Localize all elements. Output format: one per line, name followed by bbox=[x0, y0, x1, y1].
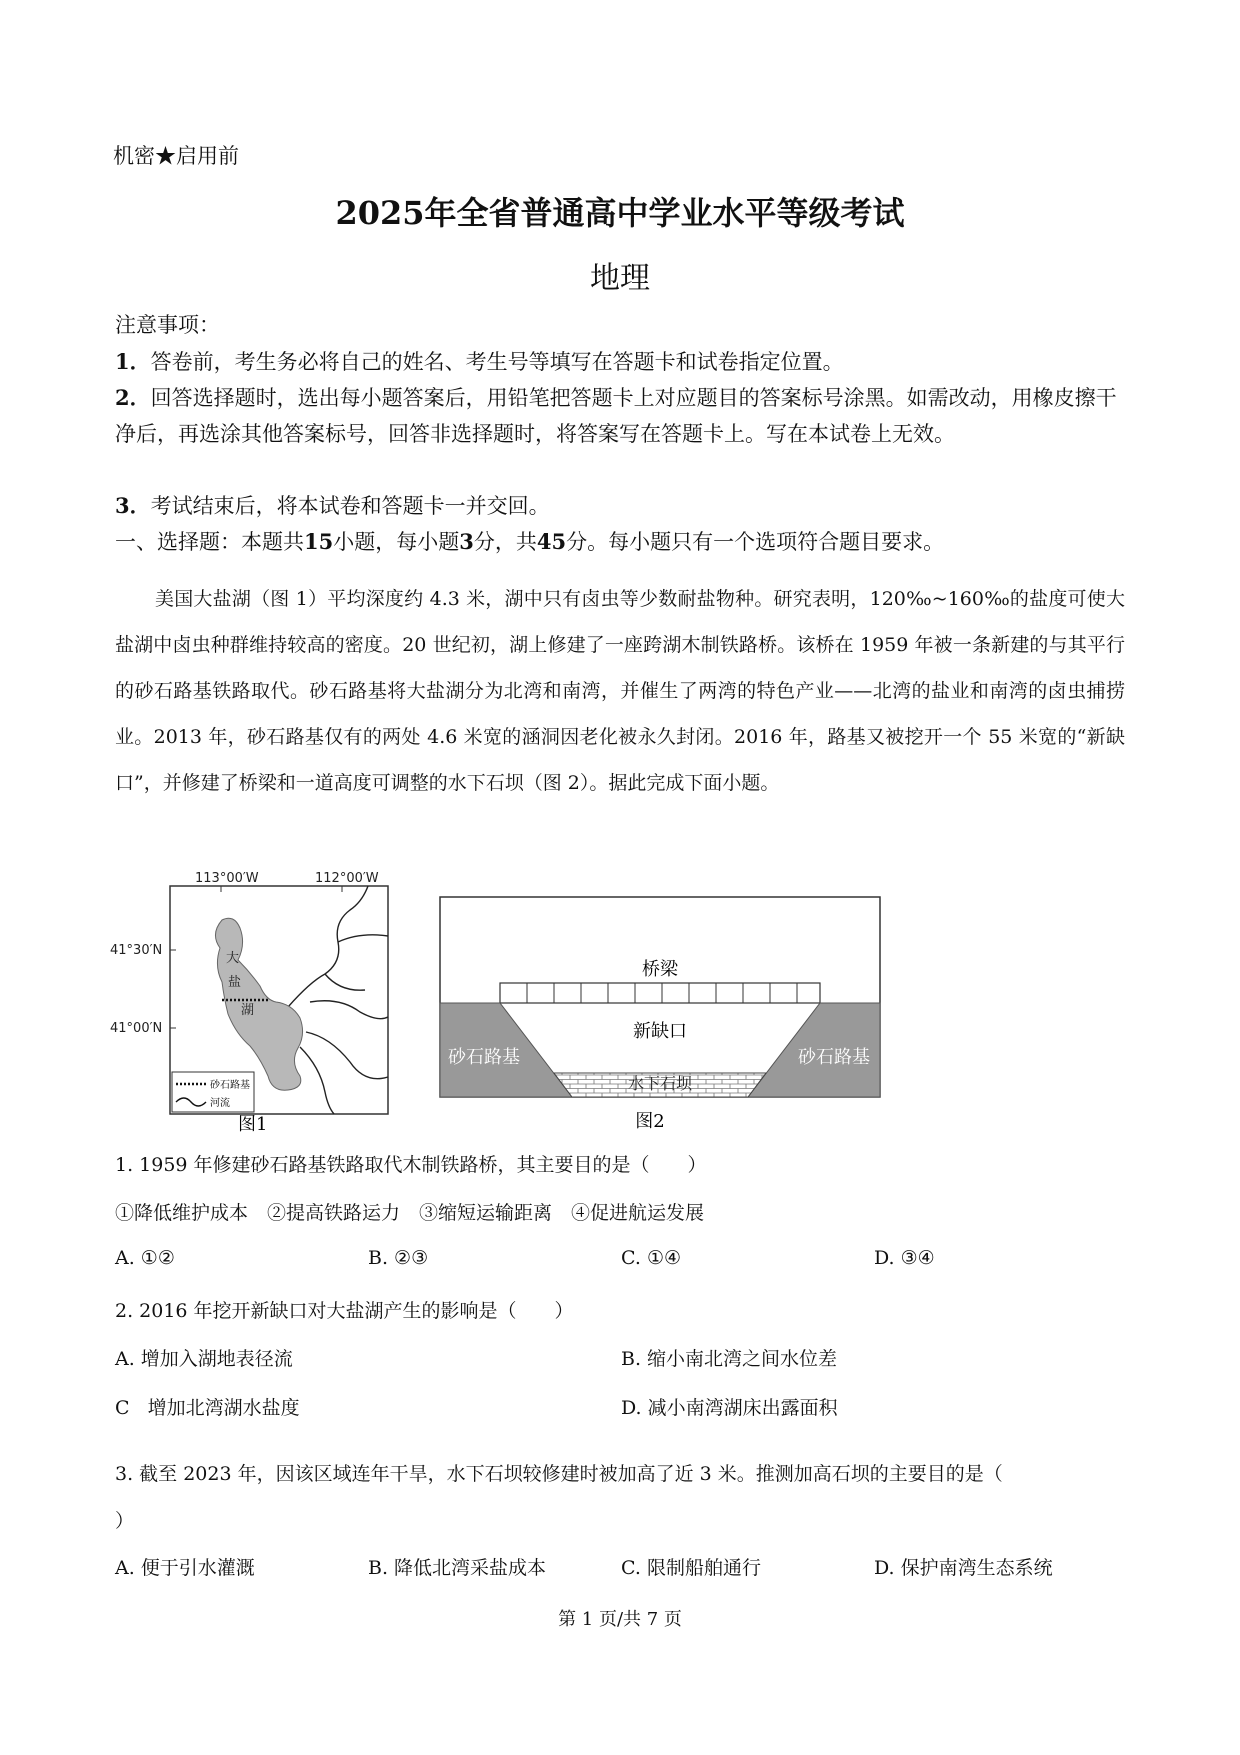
q1-option-a[interactable]: A. ①② bbox=[115, 1247, 175, 1269]
q3-option-a[interactable]: A. 便于引水灌溉 bbox=[115, 1557, 255, 1579]
lon-label-1: 113°00′W bbox=[195, 871, 259, 886]
question-3-stem-cont: ） bbox=[115, 1510, 135, 1532]
q2-option-b[interactable]: B. 缩小南北湾之间水位差 bbox=[621, 1348, 838, 1370]
figure-1-map bbox=[110, 862, 400, 1132]
question-3-stem: 3. 截至 2023 年，因该区域连年干旱，水下石坝较修建时被加高了近 3 米。推测加高石坝的主要目的是（ bbox=[115, 1463, 1003, 1485]
lake-char-1: 大 bbox=[226, 951, 240, 966]
q2-option-c[interactable]: C 增加北湾湖水盐度 bbox=[115, 1397, 300, 1419]
page-footer: 第 1 页/共 7 页 bbox=[558, 1609, 682, 1630]
lake-char-3: 湖 bbox=[241, 1003, 255, 1018]
note-item-1 bbox=[115, 344, 1125, 380]
figure-2-caption: 图2 bbox=[635, 1111, 665, 1132]
question-1-statements: ①降低维护成本 ②提高铁路运力 ③缩短运输距离 ④促进航运发展 bbox=[115, 1202, 705, 1224]
dam-label: 水下石坝 bbox=[627, 1074, 693, 1093]
passage: 美国大盐湖（图 1）平均深度约 4.3 米，湖中只有卤虫等少数耐盐物种。研究表明，120‰~160‰的盐度可使大盐湖中卤虫种群维持较高的密度。20 世纪初，湖上修建了一座跨湖木制铁路桥。该桥在 1959 年被一条新建的与其平行的砂石路基铁路取代。砂石路基将大盐湖分为北湾和南湾，并催生了两湾的特色产业——北湾的盐业和南湾的卤虫捕捞业。2013 年，砂石路基仅有的两处 4.6 米宽的涵洞因老化被永久封闭。2016 年，路基又被挖开一个 55 米宽的“新缺口”，并修建了桥梁和一道高度可调整的水下石坝（图 2）。据此完成下面小题。 bbox=[115, 588, 1125, 794]
question-1-stem: 1. 1959 年修建砂石路基铁路取代木制铁路桥，其主要目的是（ ） bbox=[115, 1154, 707, 1176]
legend-gravel: 砂石路基 bbox=[210, 1080, 250, 1091]
q1-option-d[interactable]: D. ③④ bbox=[874, 1247, 935, 1269]
section-heading: 一、选择题：本题共15小题，每小题3分，共45分。每小题只有一个选项符合题目要求。 bbox=[115, 529, 945, 554]
note-item-2 bbox=[115, 380, 1125, 452]
bridge-deck bbox=[500, 983, 820, 1003]
figure-1-caption: 图1 bbox=[238, 1114, 268, 1132]
lat-label-2: 41°00′N bbox=[110, 1021, 163, 1036]
note-item-3 bbox=[115, 488, 1125, 524]
q1-option-c[interactable]: C. ①④ bbox=[621, 1247, 682, 1269]
exam-title: 2025年全省普通高中学业水平等级考试 bbox=[335, 194, 905, 232]
note-num: 1． bbox=[115, 349, 151, 374]
lat-label-1: 41°30′N bbox=[110, 943, 163, 958]
lon-label-2: 112°00′W bbox=[315, 871, 379, 886]
q2-option-d[interactable]: D. 减小南湾湖床出露面积 bbox=[621, 1397, 838, 1419]
lake-char-2: 盐 bbox=[228, 975, 242, 990]
q1-option-b[interactable]: B. ②③ bbox=[368, 1247, 429, 1269]
bridge-label: 桥梁 bbox=[642, 959, 678, 980]
note-num: 2． bbox=[115, 385, 151, 410]
note-text: 答卷前，考生务必将自己的姓名、考生号等填写在答题卡和试卷指定位置。 bbox=[150, 350, 844, 374]
note-text: 回答选择题时，选出每小题答案后，用铅笔把答题卡上对应题目的答案标号涂黑。如需改动，用橡皮擦干净后，再选涂其他答案标号，回答非选择题时，将答案写在答题卡上。写在本试卷上无效。 bbox=[115, 386, 1117, 446]
subject-title: 地理 bbox=[590, 261, 650, 296]
gravel-right-label: 砂石路基 bbox=[798, 1047, 870, 1068]
q3-option-c[interactable]: C. 限制船舶通行 bbox=[621, 1557, 761, 1579]
note-text: 考试结束后，将本试卷和答题卡一并交回。 bbox=[150, 494, 550, 518]
question-2-stem: 2. 2016 年挖开新缺口对大盐湖产生的影响是（ ） bbox=[115, 1300, 574, 1322]
figure-2-diagram bbox=[438, 895, 882, 1133]
q2-option-a[interactable]: A. 增加入湖地表径流 bbox=[115, 1348, 293, 1370]
legend-river: 河流 bbox=[210, 1098, 230, 1109]
q3-option-d[interactable]: D. 保护南湾生态系统 bbox=[874, 1557, 1053, 1579]
notes-heading: 注意事项： bbox=[115, 313, 220, 337]
note-num: 3． bbox=[115, 493, 151, 518]
q3-option-b[interactable]: B. 降低北湾采盐成本 bbox=[368, 1557, 547, 1579]
gravel-left-label: 砂石路基 bbox=[448, 1047, 520, 1068]
confidential-label: 机密★启用前 bbox=[113, 144, 239, 168]
gap-label: 新缺口 bbox=[633, 1021, 687, 1042]
